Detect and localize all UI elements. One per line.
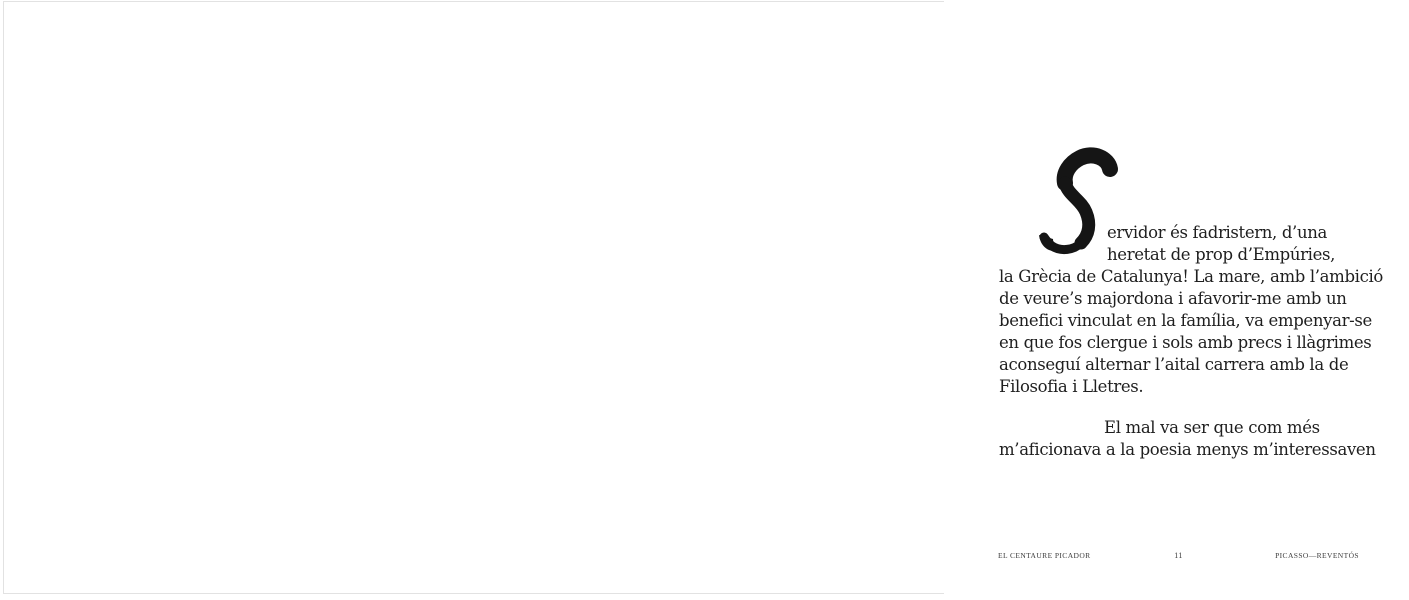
drop-cap-letter — [474, 2, 475, 3]
footer-page-number: 11 — [1174, 551, 1183, 560]
blank-left-page — [4, 2, 474, 593]
body-line: heretat de prop d’Empúries, — [1107, 245, 1336, 264]
footer-authors: PICASSO—REVENTÓS — [1275, 551, 1359, 560]
body-line: benefici vinculat en la família, va empenyar-se — [999, 311, 1372, 330]
running-footer — [998, 550, 1359, 562]
body-line: aconseguí alternar l’aital carrera amb la de — [999, 355, 1349, 374]
body-line: de veure’s majordona i afavorir-me amb un — [999, 289, 1347, 308]
body-line: El mal va ser que com més — [1104, 418, 1320, 437]
body-line: m’aficionava a la poesia menys m’interessaven — [999, 440, 1376, 459]
paragraph-2 — [999, 417, 1409, 461]
body-text — [999, 222, 1409, 461]
body-line: en que fos clergue i sols amb precs i llàgrimes — [999, 333, 1372, 352]
right-page — [474, 2, 1384, 593]
footer-book-title: EL CENTAURE PICADOR — [998, 551, 1091, 560]
body-line: ervidor és fadristern, d’una — [1107, 223, 1327, 242]
body-line: la Grècia de Catalunya! La mare, amb l’ambició — [999, 267, 1384, 286]
body-line: Filosofia i Lletres. — [999, 377, 1144, 396]
paragraph-1 — [999, 222, 1409, 398]
